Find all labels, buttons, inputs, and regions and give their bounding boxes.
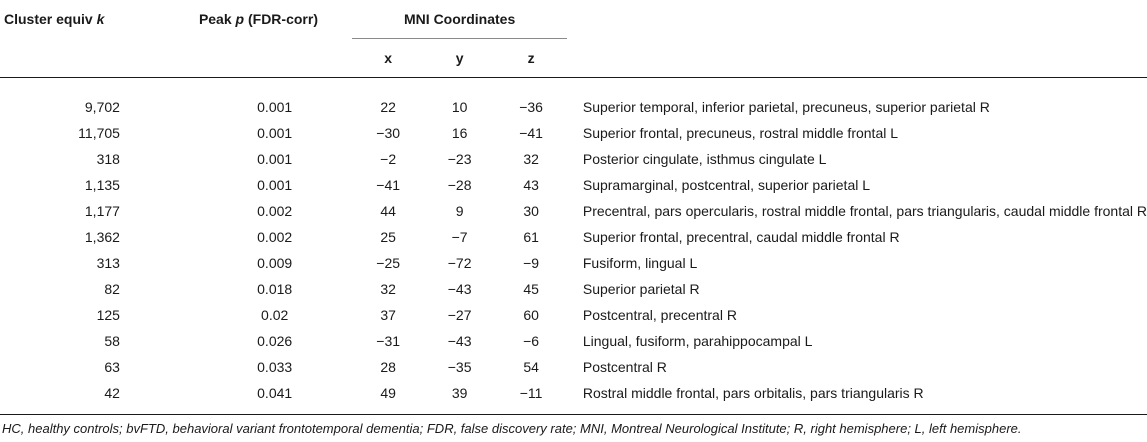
cell-z: 43 (523, 177, 539, 193)
cell-cluster-k: 82 (104, 281, 120, 297)
cell-x: 22 (380, 99, 396, 115)
cell-peak-p: 0.001 (257, 177, 293, 193)
header-peak-suffix: (FDR-corr) (244, 11, 318, 28)
header-peak-var: p (235, 11, 245, 28)
header-peak-text: Peak (198, 11, 236, 28)
cell-z: 32 (523, 151, 539, 167)
cell-x: −2 (380, 151, 397, 167)
cell-region: Supramarginal, postcentral, superior parietal L (582, 177, 871, 193)
cell-y: 39 (451, 385, 468, 401)
cell-peak-p: 0.033 (257, 359, 293, 375)
header-x: x (384, 50, 393, 66)
header-cluster-var: k (96, 11, 105, 28)
cell-y: −72 (447, 255, 472, 271)
table-row (0, 354, 1147, 380)
cell-peak-p: 0.026 (257, 333, 293, 349)
cell-region: Rostral middle frontal, pars orbitalis, pars triangularis R (582, 385, 924, 401)
table-row (0, 224, 1147, 250)
cell-y: −23 (447, 151, 472, 167)
spacer-row (0, 78, 1147, 95)
cell-z: 54 (523, 359, 539, 375)
cell-peak-p: 0.009 (257, 255, 293, 271)
cell-y: −28 (447, 177, 472, 193)
cell-x: 49 (380, 385, 396, 401)
cell-x: 44 (380, 203, 396, 219)
cell-y: −35 (447, 359, 472, 375)
header-mni: MNI Coordinates (352, 0, 566, 39)
cell-peak-p: 0.02 (261, 307, 289, 323)
cell-peak-p: 0.018 (257, 281, 293, 297)
cell-z: −6 (523, 333, 540, 349)
table-row (0, 302, 1147, 328)
cell-cluster-k: 63 (104, 359, 120, 375)
header-row-1 (0, 0, 1147, 39)
header-cluster (0, 0, 197, 39)
cell-y: −7 (451, 229, 468, 245)
cell-region: Superior parietal R (582, 281, 700, 297)
cell-y: −27 (447, 307, 472, 323)
cell-cluster-k: 1,135 (84, 177, 120, 193)
cell-cluster-k: 9,702 (84, 99, 120, 115)
cell-y: 9 (455, 203, 464, 219)
header-peak (197, 0, 352, 39)
cell-x: 32 (380, 281, 396, 297)
cell-z: −41 (519, 125, 543, 141)
cell-y: 16 (451, 125, 468, 141)
cell-peak-p: 0.001 (257, 99, 293, 115)
cell-region: Fusiform, lingual L (582, 255, 698, 271)
cell-cluster-k: 1,177 (84, 203, 120, 219)
cell-y: −43 (447, 281, 472, 297)
header-blank-6 (567, 39, 1147, 78)
cell-peak-p: 0.041 (257, 385, 293, 401)
cell-cluster-k: 42 (104, 385, 120, 401)
cell-cluster-k: 1,362 (84, 229, 120, 245)
cell-region: Posterior cingulate, isthmus cingulate L (582, 151, 827, 167)
header-row-2 (0, 39, 1147, 78)
cell-cluster-k: 125 (96, 307, 120, 323)
cell-region: Postcentral, precentral R (582, 307, 737, 323)
header-y: y (455, 50, 464, 66)
cell-z: −36 (519, 99, 543, 115)
cell-peak-p: 0.002 (257, 229, 293, 245)
cell-region: Superior temporal, inferior parietal, precuneus, superior parietal R (582, 99, 990, 115)
table-row (0, 146, 1147, 172)
cell-x: −30 (376, 125, 401, 141)
cell-peak-p: 0.002 (257, 203, 293, 219)
cell-cluster-k: 318 (96, 151, 120, 167)
cell-z: 61 (523, 229, 539, 245)
table-row (0, 250, 1147, 276)
cell-z: −9 (523, 255, 540, 271)
table-row (0, 328, 1147, 354)
cell-z: 60 (523, 307, 539, 323)
header-blank-1 (0, 39, 197, 78)
cell-cluster-k: 58 (104, 333, 120, 349)
cell-region: Superior frontal, precuneus, rostral middle frontal L (582, 125, 899, 141)
cell-y: −43 (447, 333, 472, 349)
cell-peak-p: 0.001 (257, 125, 293, 141)
cell-z: 45 (523, 281, 539, 297)
cell-x: 37 (380, 307, 396, 323)
cell-x: −31 (376, 333, 401, 349)
table-body (0, 94, 1147, 415)
table-row (0, 94, 1147, 120)
cell-region: Superior frontal, precentral, caudal middle frontal R (582, 229, 900, 245)
cell-region: Precentral, pars opercularis, rostral middle frontal, pars triangularis, caudal middle frontal R (582, 203, 1147, 219)
table-row (0, 198, 1147, 224)
cell-region: Lingual, fusiform, parahippocampal L (582, 333, 813, 349)
cell-x: −41 (376, 177, 401, 193)
table-row (0, 172, 1147, 198)
table-row (0, 120, 1147, 146)
cell-z: −11 (519, 385, 543, 401)
cell-x: 28 (380, 359, 396, 375)
cell-z: 30 (523, 203, 539, 219)
cell-y: 10 (451, 99, 468, 115)
cell-cluster-k: 313 (96, 255, 120, 271)
cell-cluster-k: 11,705 (78, 125, 120, 141)
table-row (0, 380, 1147, 406)
header-z: z (527, 50, 535, 66)
cell-peak-p: 0.001 (257, 151, 293, 167)
header-blank-2 (197, 39, 352, 78)
header-region (567, 0, 1147, 39)
spacer-row-bottom (0, 406, 1147, 415)
cell-x: 25 (380, 229, 396, 245)
cell-x: −25 (376, 255, 401, 271)
table-row (0, 276, 1147, 302)
cell-region: Postcentral R (582, 359, 667, 375)
header-cluster-text: Cluster equiv (4, 11, 97, 28)
table-footnote: HC, healthy controls; bvFTD, behavioral variant frontotemporal dementia; FDR, false discovery rate; MNI, Montreal Neurological Institute; R, right hemisphere; L, left hemisphere. (2, 421, 1022, 436)
